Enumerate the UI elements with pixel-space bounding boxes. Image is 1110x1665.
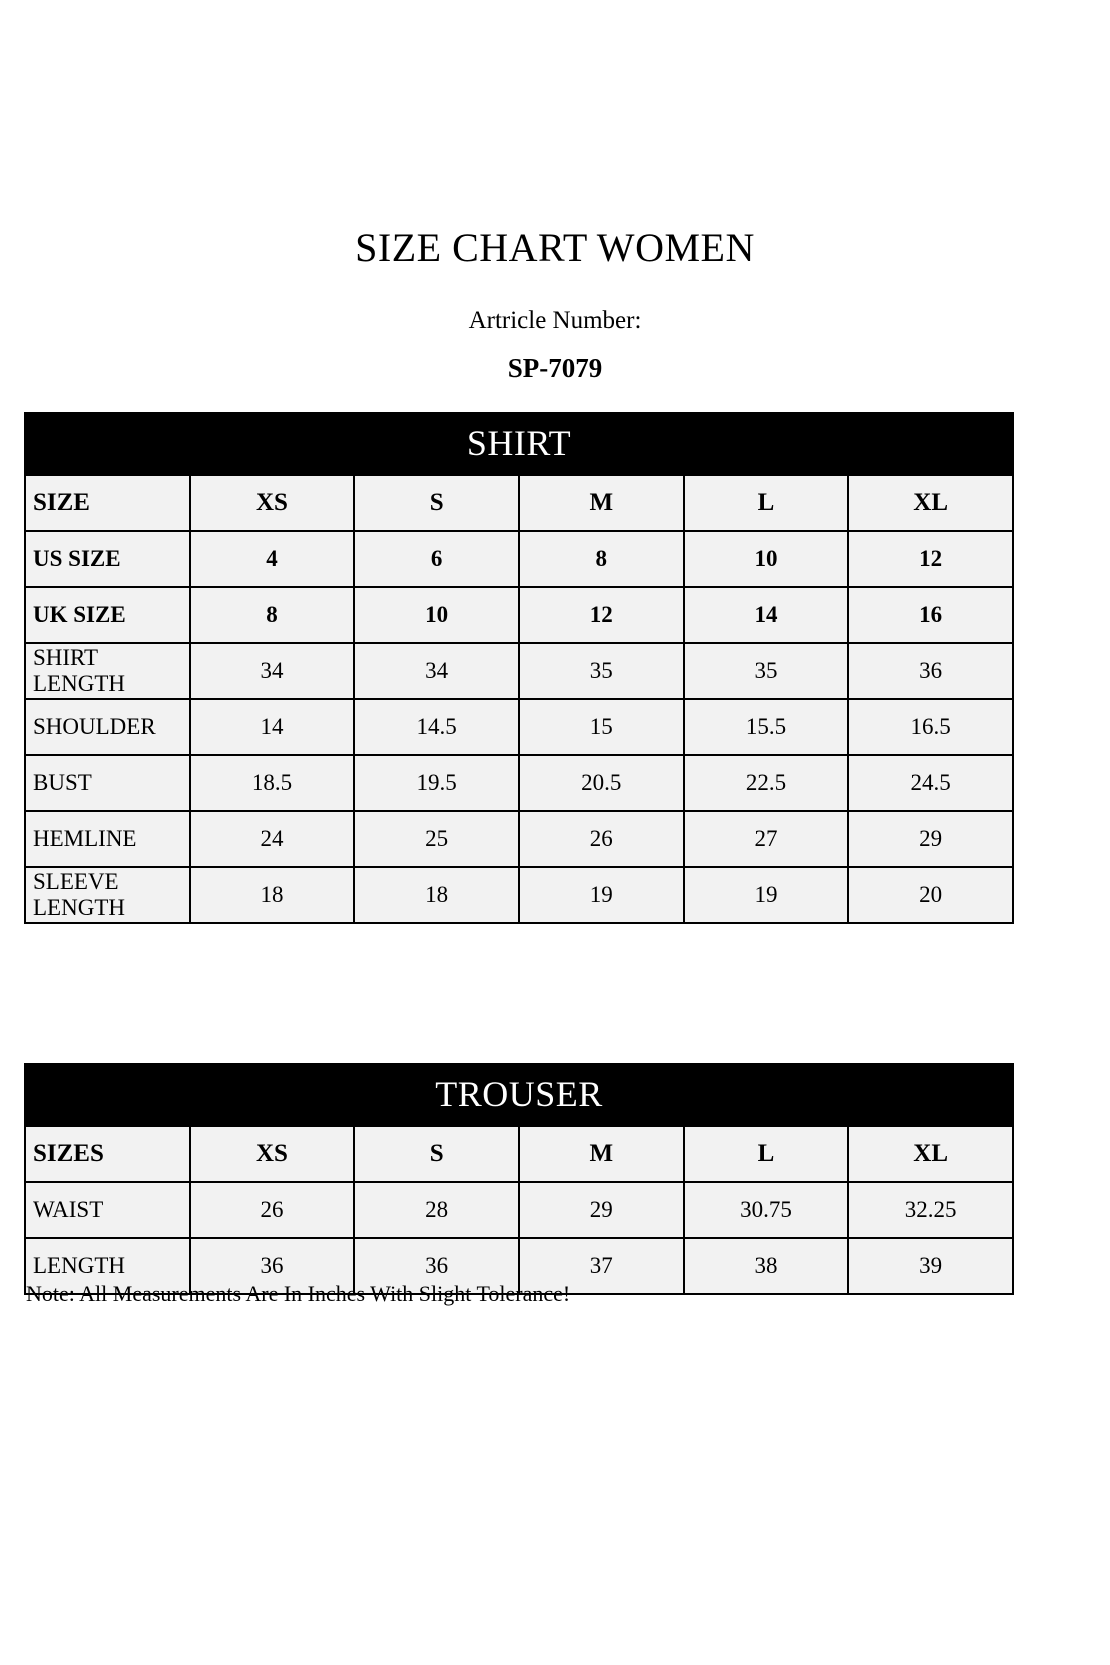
shirt-size-table-wrapper bbox=[24, 412, 1014, 924]
table-row bbox=[25, 643, 1013, 699]
table-cell: 20 bbox=[848, 867, 1013, 923]
row-label: US SIZE bbox=[25, 531, 190, 587]
table-row bbox=[25, 587, 1013, 643]
table-cell: 22.5 bbox=[684, 755, 849, 811]
trouser-size-table-wrapper bbox=[24, 1063, 1014, 1295]
table-row bbox=[25, 867, 1013, 923]
table-cell: 38 bbox=[684, 1238, 849, 1294]
article-number-label: Artricle Number: bbox=[468, 307, 642, 334]
table-cell: 19 bbox=[684, 867, 849, 923]
table-cell: L bbox=[684, 475, 849, 531]
table-cell: 19 bbox=[519, 867, 684, 923]
table-cell: 35 bbox=[519, 643, 684, 699]
table-cell: 26 bbox=[190, 1182, 355, 1238]
table-cell: 34 bbox=[354, 643, 519, 699]
table-cell: 39 bbox=[848, 1238, 1013, 1294]
table-cell: M bbox=[519, 475, 684, 531]
table-cell: 18 bbox=[354, 867, 519, 923]
table-cell: 29 bbox=[848, 811, 1013, 867]
table-cell: L bbox=[684, 1126, 849, 1182]
row-label: SHIRT LENGTH bbox=[25, 643, 190, 699]
table-cell: 30.75 bbox=[684, 1182, 849, 1238]
table-cell: 25 bbox=[354, 811, 519, 867]
table-row bbox=[25, 1126, 1013, 1182]
table-row bbox=[25, 475, 1013, 531]
table-row bbox=[25, 1182, 1013, 1238]
row-label: SIZE bbox=[25, 475, 190, 531]
row-label: SLEEVE LENGTH bbox=[25, 867, 190, 923]
trouser-section-header-row bbox=[25, 1064, 1013, 1126]
table-cell: 36 bbox=[848, 643, 1013, 699]
table-cell: 36 bbox=[190, 1238, 355, 1294]
table-cell: 8 bbox=[190, 587, 355, 643]
table-cell: 4 bbox=[190, 531, 355, 587]
table-cell: 37 bbox=[519, 1238, 684, 1294]
table-cell: 28 bbox=[354, 1182, 519, 1238]
table-cell: 32.25 bbox=[848, 1182, 1013, 1238]
table-cell: 34 bbox=[190, 643, 355, 699]
table-cell: 18.5 bbox=[190, 755, 355, 811]
row-label: LENGTH bbox=[25, 1238, 190, 1294]
trouser-section-title: TROUSER bbox=[25, 1064, 1013, 1126]
table-cell: 14 bbox=[684, 587, 849, 643]
shirt-section-title: SHIRT bbox=[25, 413, 1013, 475]
table-cell: XS bbox=[190, 475, 355, 531]
shirt-size-table bbox=[24, 412, 1014, 924]
trouser-size-table bbox=[24, 1063, 1014, 1295]
table-row bbox=[25, 811, 1013, 867]
table-cell: S bbox=[354, 1126, 519, 1182]
page-title: SIZE CHART WOMEN bbox=[355, 225, 755, 270]
table-cell: 15 bbox=[519, 699, 684, 755]
article-number-value: SP-7079 bbox=[507, 353, 603, 383]
row-label: UK SIZE bbox=[25, 587, 190, 643]
table-cell: 24 bbox=[190, 811, 355, 867]
table-cell: 16 bbox=[848, 587, 1013, 643]
table-row bbox=[25, 755, 1013, 811]
table-cell: XL bbox=[848, 475, 1013, 531]
table-cell: 26 bbox=[519, 811, 684, 867]
row-label: BUST bbox=[25, 755, 190, 811]
table-cell: XS bbox=[190, 1126, 355, 1182]
row-label: SHOULDER bbox=[25, 699, 190, 755]
table-cell: 15.5 bbox=[684, 699, 849, 755]
measurement-note: Note: All Measurements Are In Inches With Slight Tolerance! bbox=[26, 1281, 571, 1306]
table-cell: 36 bbox=[354, 1238, 519, 1294]
table-cell: 35 bbox=[684, 643, 849, 699]
table-cell: 16.5 bbox=[848, 699, 1013, 755]
table-cell: 29 bbox=[519, 1182, 684, 1238]
table-cell: 14.5 bbox=[354, 699, 519, 755]
table-cell: 18 bbox=[190, 867, 355, 923]
table-cell: 14 bbox=[190, 699, 355, 755]
table-row bbox=[25, 531, 1013, 587]
row-label: HEMLINE bbox=[25, 811, 190, 867]
table-cell: 10 bbox=[354, 587, 519, 643]
table-cell: 19.5 bbox=[354, 755, 519, 811]
table-cell: 27 bbox=[684, 811, 849, 867]
shirt-section-header-row bbox=[25, 413, 1013, 475]
table-cell: S bbox=[354, 475, 519, 531]
table-cell: 6 bbox=[354, 531, 519, 587]
table-cell: 20.5 bbox=[519, 755, 684, 811]
table-row bbox=[25, 699, 1013, 755]
table-cell: 24.5 bbox=[848, 755, 1013, 811]
table-cell: 10 bbox=[684, 531, 849, 587]
table-cell: XL bbox=[848, 1126, 1013, 1182]
row-label: SIZES bbox=[25, 1126, 190, 1182]
row-label: WAIST bbox=[25, 1182, 190, 1238]
table-cell: 12 bbox=[519, 587, 684, 643]
table-cell: 8 bbox=[519, 531, 684, 587]
table-cell: M bbox=[519, 1126, 684, 1182]
table-cell: 12 bbox=[848, 531, 1013, 587]
